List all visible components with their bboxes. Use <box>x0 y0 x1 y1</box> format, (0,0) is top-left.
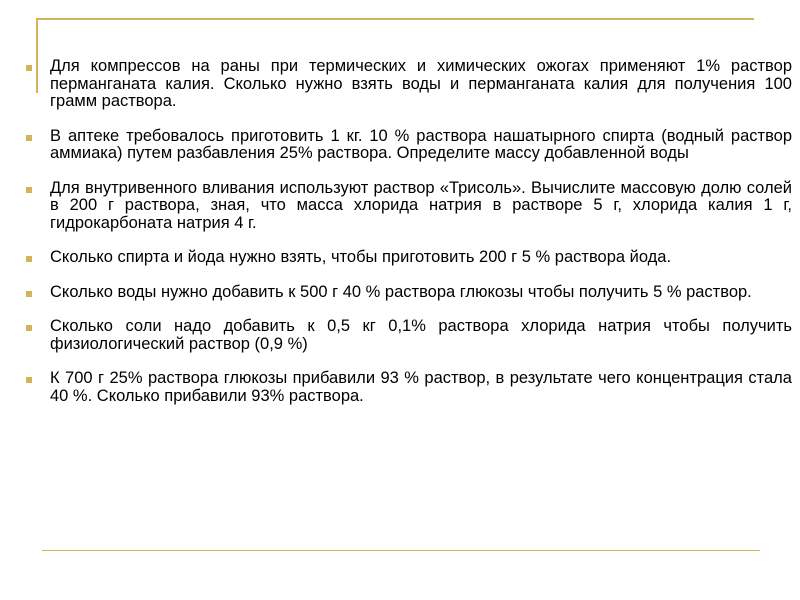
square-bullet-icon <box>26 377 32 383</box>
problem-text: В аптеке требовалось приготовить 1 кг. 10 % раствора нашатырного спирта (водный раствор аммиака) путем разбавления 25% раствора. Определите массу добавленной воды <box>50 126 792 162</box>
list-item <box>26 180 792 233</box>
square-bullet-icon <box>26 135 32 141</box>
problem-text: Для компрессов на раны при термических и химических ожогах применяют 1% раствор перманганата калия. Сколько нужно взять воды и перманганата калия для получения 100 грамм раствора. <box>50 57 792 110</box>
problem-text: Для внутривенного вливания используют раствор «Трисоль». Вычислите массовую долю солей в 200 г раствора, зная, что масса хлорида натрия в растворе 5 г, хлорида калия 1 г, гидрокарбоната натрия 4 г. <box>50 178 792 232</box>
list-item <box>26 128 792 163</box>
square-bullet-icon <box>26 256 32 262</box>
square-bullet-icon <box>26 65 32 71</box>
problem-list <box>26 58 792 422</box>
problem-text: К 700 г 25% раствора глюкозы прибавили 93 % раствор, в результате чего концентрация стала 40 %. Сколько прибавили 93% раствора. <box>50 369 792 405</box>
square-bullet-icon <box>26 325 32 331</box>
problem-text: Сколько соли надо добавить к 0,5 кг 0,1% раствора хлорида натрия чтобы получить физиологический раствор (0,9 %) <box>50 317 792 353</box>
list-item <box>26 284 792 302</box>
list-item <box>26 58 792 111</box>
problem-text: Сколько воды нужно добавить к 500 г 40 % раствора глюкозы чтобы получить 5 % раствор. <box>50 282 752 301</box>
decorative-top-rule <box>36 18 754 20</box>
list-item <box>26 318 792 353</box>
problem-text: Сколько спирта и йода нужно взять, чтобы приготовить 200 г 5 % раствора йода. <box>50 248 672 266</box>
square-bullet-icon <box>26 291 32 297</box>
square-bullet-icon <box>26 187 32 193</box>
list-item <box>26 249 792 267</box>
list-item <box>26 370 792 405</box>
decorative-bottom-rule <box>42 550 760 551</box>
